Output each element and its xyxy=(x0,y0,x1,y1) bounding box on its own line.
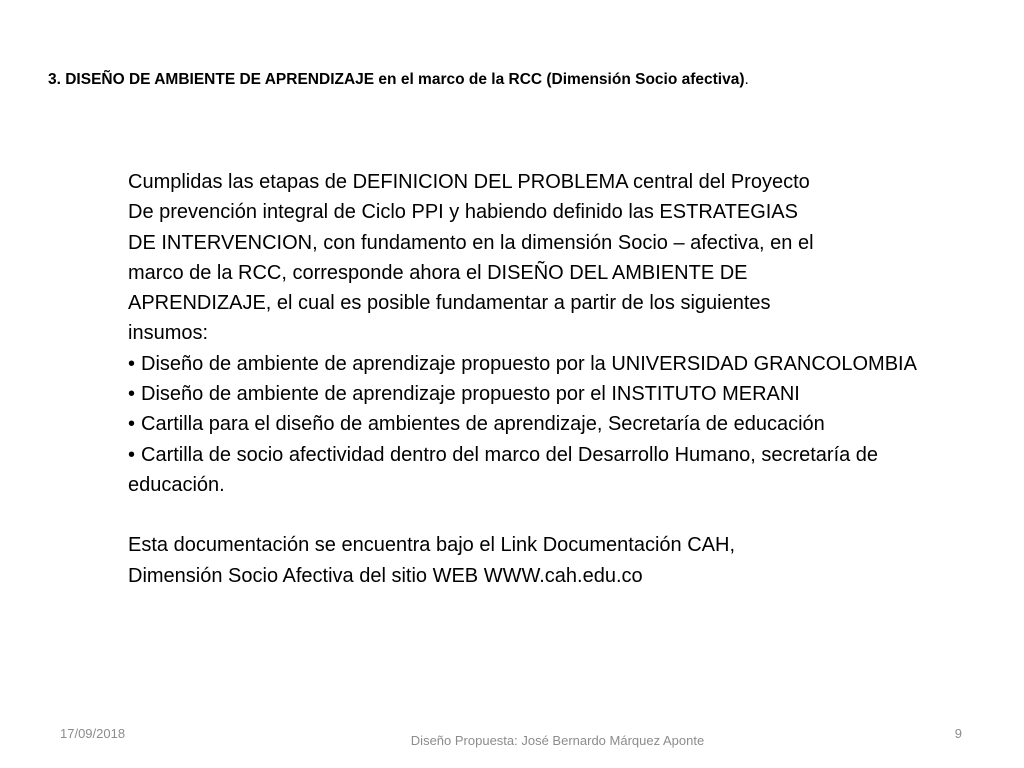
slide-title-main: 3. DISEÑO DE AMBIENTE DE APRENDIZAJE en el marco de la RCC (Dimensión Socio afectiva) xyxy=(48,71,745,88)
intro-line: marco de la RCC, corresponde ahora el DISEÑO DEL AMBIENTE DE xyxy=(128,261,748,284)
bullet-text: Cartilla de socio afectividad dentro del marco del Desarrollo Humano, secretaría de educación. xyxy=(128,443,879,496)
bullet-item xyxy=(128,349,928,379)
paragraph-spacer xyxy=(128,500,928,530)
bullet-text: Diseño de ambiente de aprendizaje propuesto por la UNIVERSIDAD GRANCOLOMBIA xyxy=(141,352,917,375)
bullet-glyph: • xyxy=(128,383,136,406)
intro-line: De prevención integral de Ciclo PPI y habiendo definido las ESTRATEGIAS xyxy=(128,201,798,224)
bullet-text: Diseño de ambiente de aprendizaje propuesto por el INSTITUTO MERANI xyxy=(141,383,800,406)
intro-line: Cumplidas las etapas de DEFINICION DEL PROBLEMA central del Proyecto xyxy=(128,171,810,193)
note-line: Dimensión Socio Afectiva del sitio WEB WWW.cah.edu.co xyxy=(128,564,643,587)
intro-line: APRENDIZAJE, el cual es posible fundamentar a partir de los siguientes xyxy=(128,292,771,315)
footer-date: 17/09/2018 xyxy=(60,726,126,741)
bullet-item xyxy=(128,440,928,501)
bullet-glyph: • xyxy=(128,413,136,436)
intro-line: insumos: xyxy=(128,322,209,345)
bullet-glyph: • xyxy=(128,443,136,466)
bullet-item xyxy=(128,409,928,439)
note-line: Esta documentación se encuentra bajo el Link Documentación CAH, xyxy=(128,534,736,557)
footer-page-number: 9 xyxy=(954,726,962,741)
slide-title xyxy=(48,70,988,90)
slide-title-end: . xyxy=(744,71,749,88)
bullet-item xyxy=(128,379,928,409)
bullet-text: Cartilla para el diseño de ambientes de aprendizaje, Secretaría de educación xyxy=(141,413,825,436)
slide-body xyxy=(128,167,928,591)
bullet-glyph: • xyxy=(128,352,136,375)
footer-author: Diseño Propuesta: José Bernardo Márquez Aponte xyxy=(410,733,705,748)
intro-line: DE INTERVENCION, con fundamento en la dimensión Socio – afectiva, en el xyxy=(128,231,814,254)
